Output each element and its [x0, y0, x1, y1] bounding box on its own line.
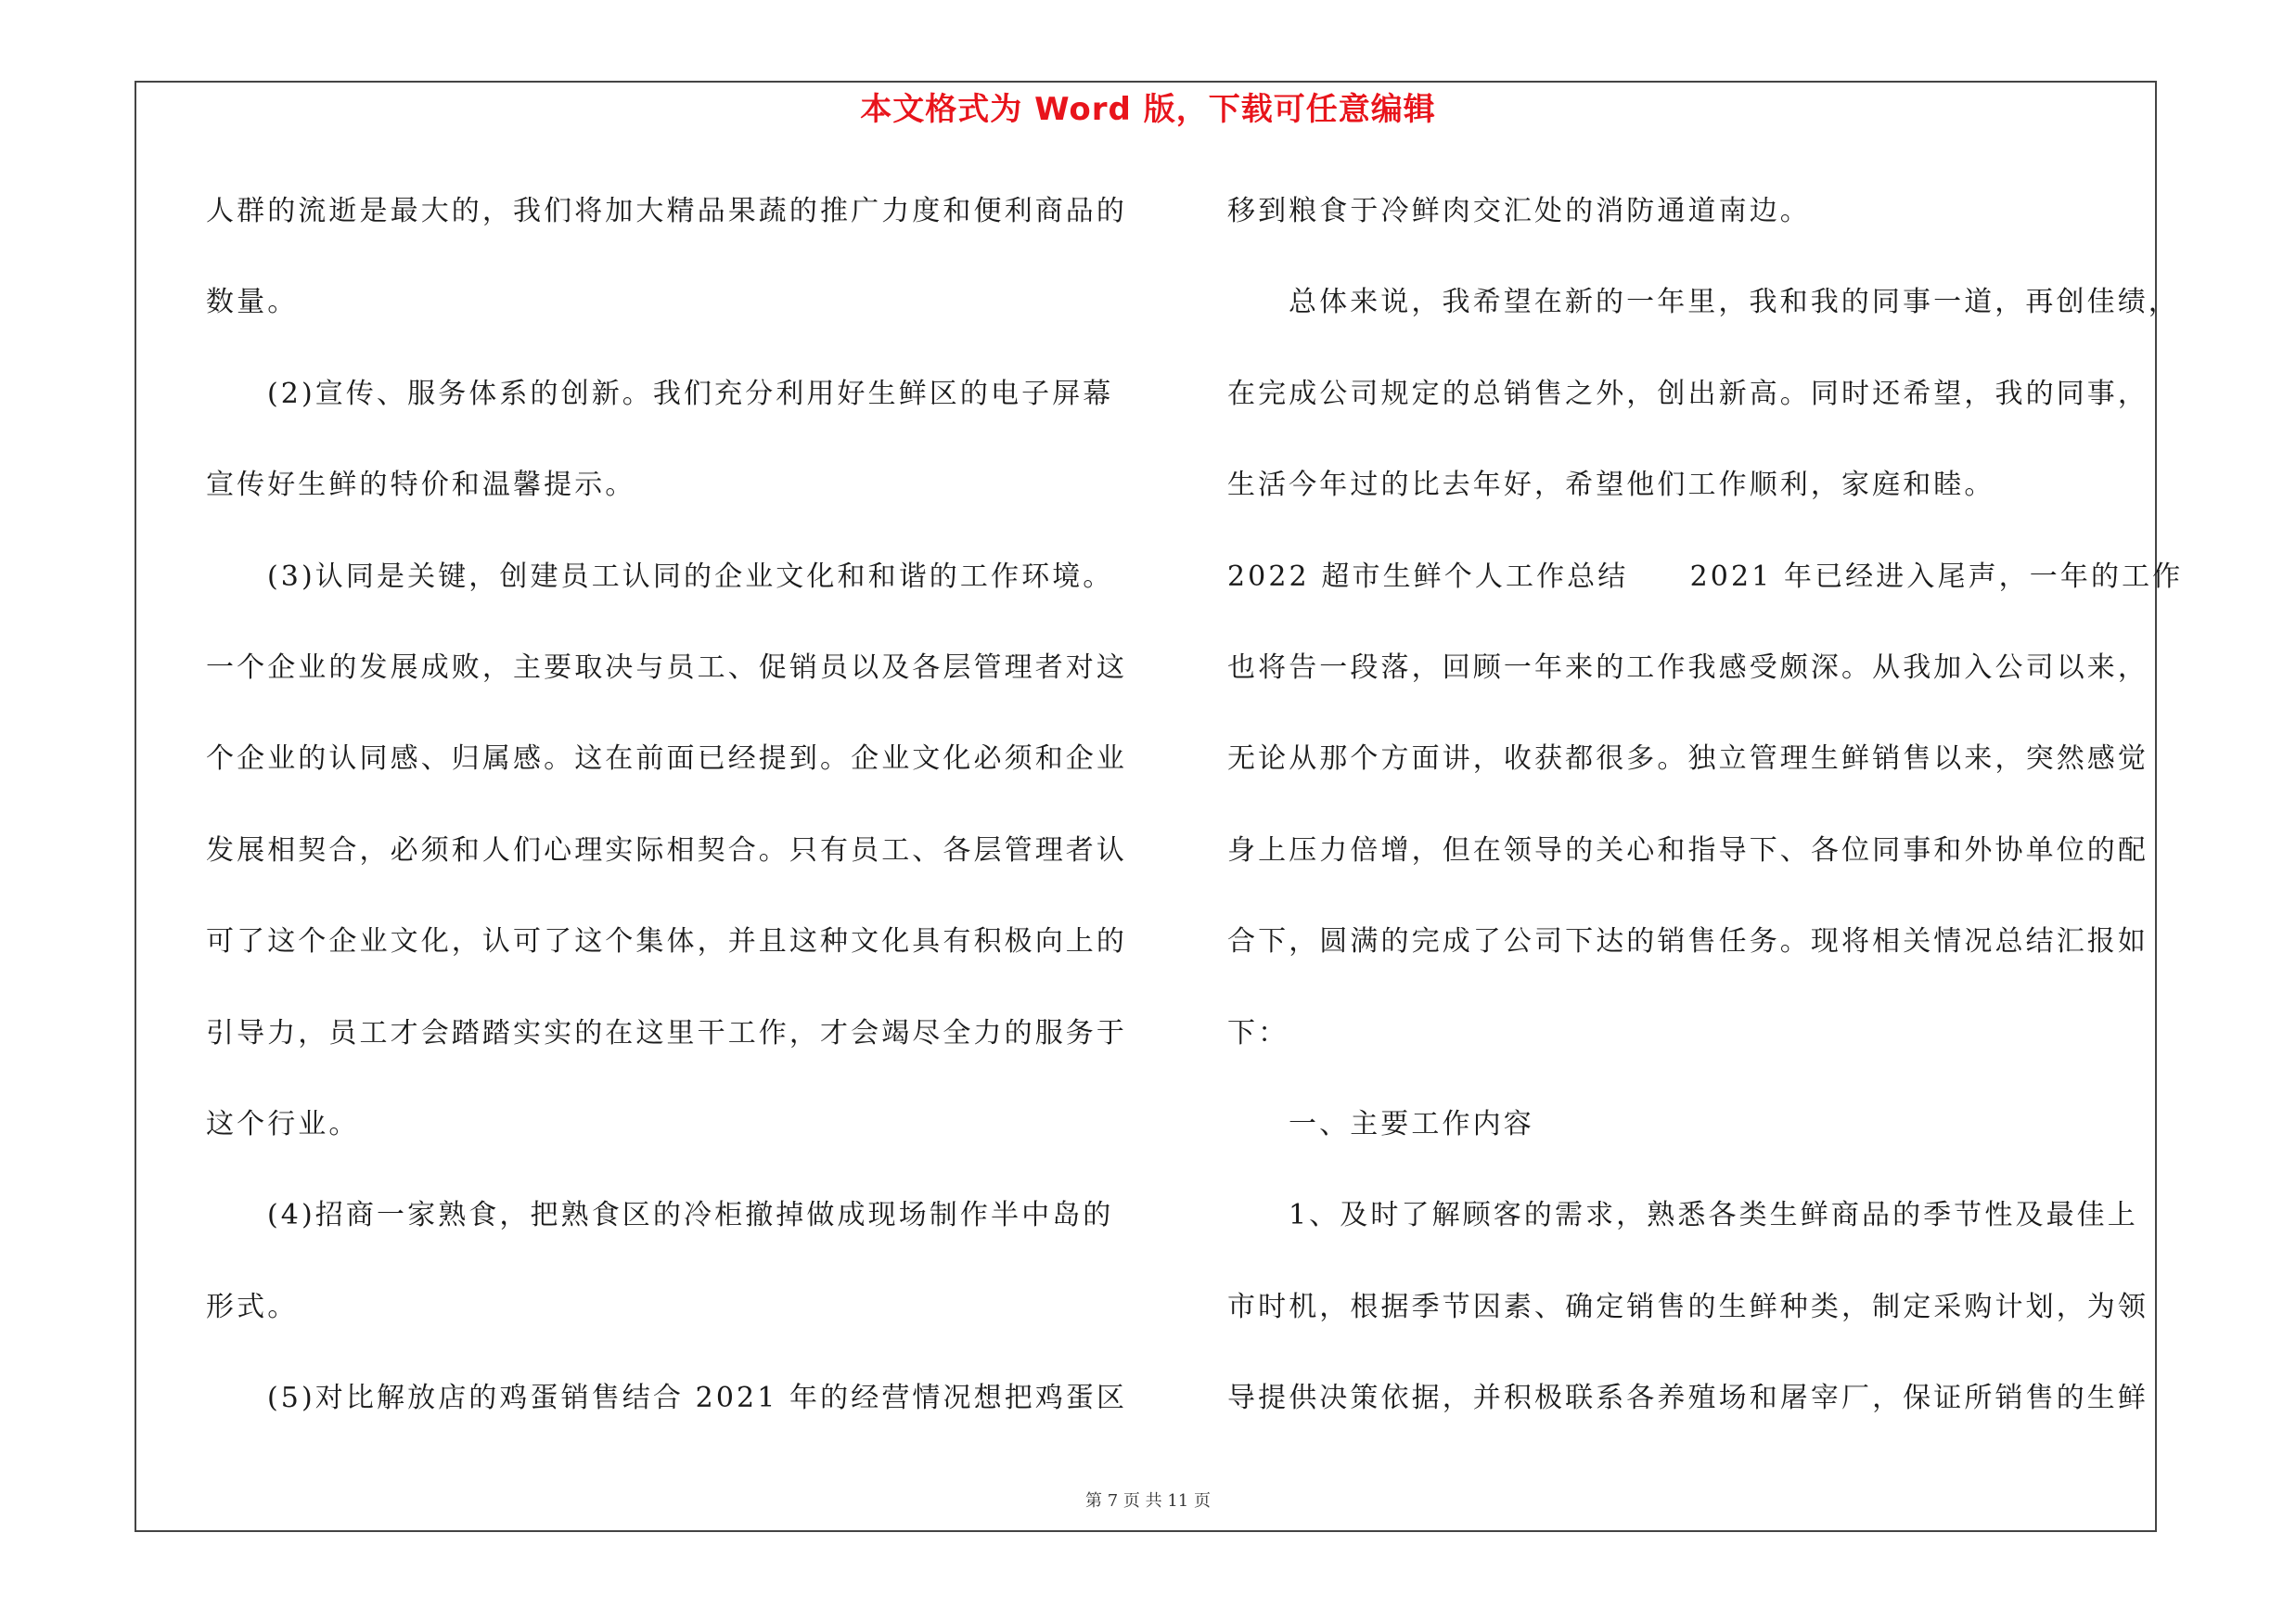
text-line: 一个企业的发展成败，主要取决与员工、促销员以及各层管理者对这: [206, 650, 1127, 684]
text-line: (3)认同是关键，创建员工认同的企业文化和和谐的工作环境。: [267, 560, 1114, 593]
text-line: 数量。: [206, 286, 299, 319]
text-line: 一、主要工作内容: [1289, 1107, 1534, 1140]
format-banner: 本文格式为 Word 版，下载可任意编辑: [860, 91, 1436, 128]
text-line: 合下，圆满的完成了公司下达的销售任务。现将相关情况总结汇报如: [1227, 925, 2148, 959]
text-line: 无论从那个方面讲，收获都很多。独立管理生鲜销售以来，突然感觉: [1227, 742, 2148, 776]
text-line: 发展相契合，必须和人们心理实际相契合。只有员工、各层管理者认: [206, 833, 1127, 867]
text-line: 1、及时了解顾客的需求，熟悉各类生鲜商品的季节性及最佳上: [1289, 1199, 2138, 1232]
text-line: 人群的流逝是最大的，我们将加大精品果蔬的推广力度和便利商品的: [206, 195, 1127, 227]
text-line: 这个行业。: [206, 1107, 360, 1140]
text-line: 总体来说，我希望在新的一年里，我和我的同事一道，再创佳绩，: [1289, 286, 2179, 319]
page-number-footer: 第 7 页 共 11 页: [1085, 1491, 1211, 1511]
left-text-column: [206, 182, 1134, 1460]
text-line: 形式。: [206, 1290, 299, 1323]
text-line: 市时机，根据季节因素、确定销售的生鲜种类，制定采购计划，为领: [1227, 1290, 2148, 1323]
text-line: 可了这个企业文化，认可了这个集体，并且这种文化具有积极向上的: [206, 925, 1127, 959]
text-line: (4)招商一家熟食，把熟食区的冷柜撤掉做成现场制作半中岛的: [267, 1199, 1114, 1232]
text-line: (2)宣传、服务体系的创新。我们充分利用好生鲜区的电子屏幕: [267, 377, 1114, 410]
right-text-column: [1227, 182, 2184, 1460]
text-line: 引导力，员工才会踏踏实实的在这里干工作，才会竭尽全力的服务于: [206, 1016, 1127, 1050]
text-line: (5)对比解放店的鸡蛋销售结合 2021 年的经营情况想把鸡蛋区: [267, 1382, 1128, 1415]
text-line: 宣传好生鲜的特价和温馨提示。: [206, 469, 636, 502]
text-line: 生活今年过的比去年好，希望他们工作顺利，家庭和睦。: [1227, 469, 1995, 502]
text-line: 导提供决策依据，并积极联系各养殖场和屠宰厂，保证所销售的生鲜: [1227, 1382, 2148, 1415]
text-line: 身上压力倍增，但在领导的关心和指导下、各位同事和外协单位的配: [1227, 833, 2148, 867]
text-line: 下：: [1227, 1016, 1289, 1050]
text-line: 2022 超市生鲜个人工作总结 2021 年已经进入尾声，一年的工作: [1227, 560, 2184, 593]
text-line: 在完成公司规定的总销售之外，创出新高。同时还希望，我的同事，: [1227, 377, 2148, 410]
text-line: 也将告一段落，回顾一年来的工作我感受颇深。从我加入公司以来，: [1227, 650, 2148, 684]
text-line: 个企业的认同感、归属感。这在前面已经提到。企业文化必须和企业: [206, 742, 1127, 776]
text-line: 移到粮食于冷鲜肉交汇处的消防通道南边。: [1227, 195, 1811, 227]
